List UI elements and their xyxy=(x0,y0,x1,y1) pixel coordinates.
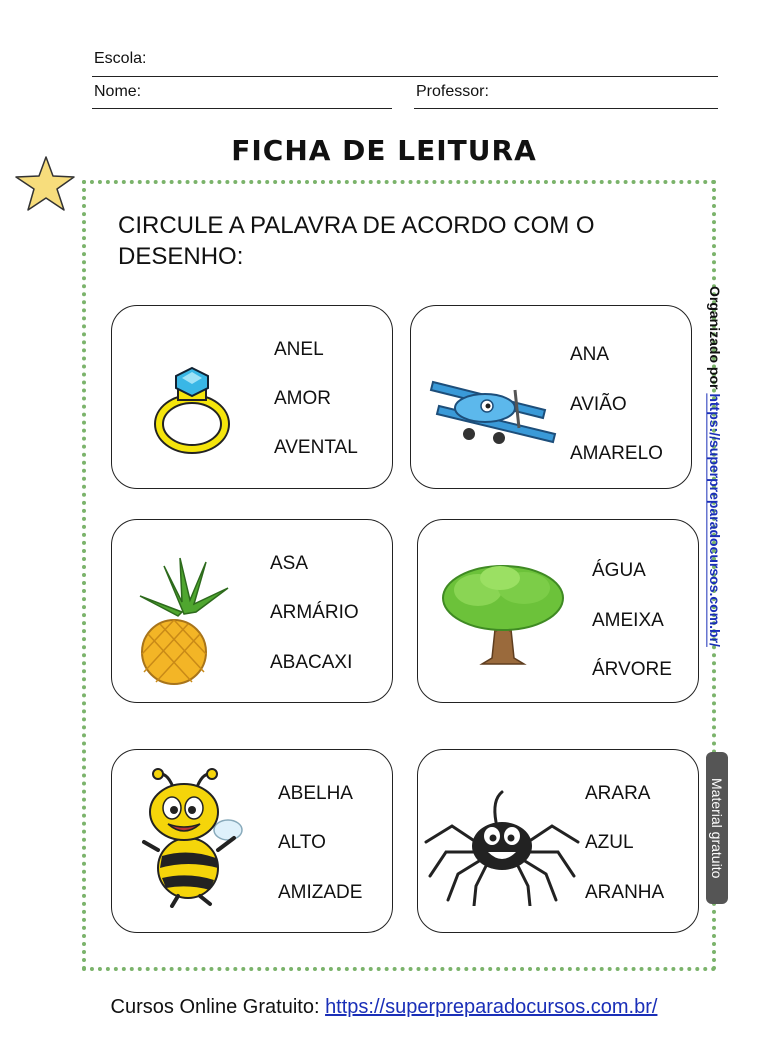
footer-prefix: Cursos Online Gratuito: xyxy=(110,996,326,1018)
pineapple-icon xyxy=(134,556,234,686)
word-option[interactable]: ABELHA xyxy=(278,783,353,804)
bee-icon xyxy=(138,768,248,908)
word-option[interactable]: AMEIXA xyxy=(592,610,664,631)
footer xyxy=(0,996,768,1019)
teacher-line[interactable] xyxy=(414,108,718,109)
word-card-bee xyxy=(111,749,393,933)
footer-link[interactable]: https://superpreparadocursos.com.br/ xyxy=(325,996,658,1018)
word-option[interactable]: AMARELO xyxy=(570,443,663,464)
word-option[interactable]: ABACAXI xyxy=(270,652,353,673)
word-card-pineapple xyxy=(111,519,393,703)
word-option[interactable]: AVIÃO xyxy=(570,394,627,415)
tree-icon xyxy=(438,560,568,670)
word-option[interactable]: AVENTAL xyxy=(274,437,358,458)
side-credit-prefix: Organizado por xyxy=(707,286,723,394)
word-option[interactable]: ARANHA xyxy=(585,882,665,903)
side-credit-link[interactable]: https://superpreparadocursos.com.br/ xyxy=(707,393,723,647)
airplane-icon xyxy=(429,366,559,446)
side-credit xyxy=(707,286,723,647)
word-option[interactable]: ARMÁRIO xyxy=(270,602,359,623)
material-gratuito-tab[interactable]: Material gratuito xyxy=(706,752,728,904)
word-card-ring xyxy=(111,305,393,489)
name-label: Nome: xyxy=(94,83,142,100)
school-line[interactable] xyxy=(92,76,718,77)
word-card-spider xyxy=(417,749,699,933)
word-option[interactable]: ALTO xyxy=(278,832,326,853)
word-option[interactable]: AZUL xyxy=(585,832,634,853)
school-label: Escola: xyxy=(94,50,147,67)
spider-icon xyxy=(422,786,582,906)
word-option[interactable]: ÁGUA xyxy=(592,560,646,581)
word-option[interactable]: ANEL xyxy=(274,339,324,360)
word-card-airplane xyxy=(410,305,692,489)
word-option[interactable]: ÁRVORE xyxy=(592,659,672,680)
word-option[interactable]: AMOR xyxy=(274,388,331,409)
word-card-tree xyxy=(417,519,699,703)
page-title: FICHA DE LEITURA xyxy=(231,134,537,167)
word-option[interactable]: AMIZADE xyxy=(278,882,363,903)
ring-icon xyxy=(152,366,232,456)
word-option[interactable]: ANA xyxy=(570,344,610,365)
instruction-text: CIRCULE A PALAVRA DE ACORDO COM O DESENHO: xyxy=(118,212,595,270)
name-line[interactable] xyxy=(92,108,392,109)
teacher-label: Professor: xyxy=(416,83,489,100)
star-icon xyxy=(12,155,76,213)
word-option[interactable]: ASA xyxy=(270,553,309,574)
word-option[interactable]: ARARA xyxy=(585,783,651,804)
